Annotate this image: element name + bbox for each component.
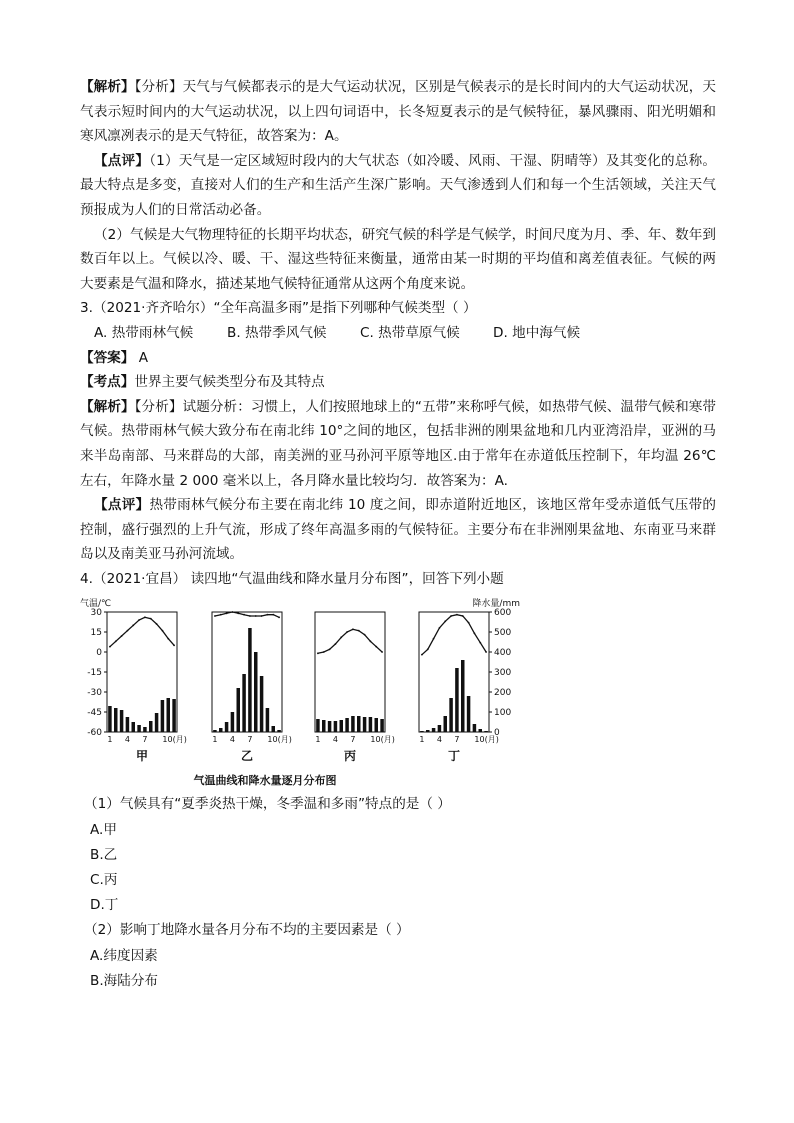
temperature-point (433, 638, 435, 640)
precipitation-bar (143, 727, 147, 732)
temperature-line (318, 630, 382, 654)
comment-tag: 【点评】 (94, 497, 150, 514)
month-tick-label: 1 (212, 735, 218, 745)
temperature-point (156, 624, 158, 626)
month-tick-label: 4 (332, 735, 338, 745)
temperature-point (121, 636, 123, 638)
q2-comment-2: （2）气候是大气物理特征的长期平均状态，研究气候的科学是气候学，时间尺度为月、季、年、数年到数百年以上。气候以冷、暖、干、湿这些特征来衡量，通常由某一时期的平均值和离差值表征。气候的两大要素是气温和降水，描述某地气候特征通常从这两个角度来说。 (80, 226, 716, 292)
q4-sub2: （2）影响丁地降水量各月分布不均的主要因素是（ ） (84, 922, 410, 939)
temperature-point (132, 625, 134, 627)
temperature-point (243, 614, 245, 616)
precipitation-bar (484, 731, 488, 732)
precipitation-bar (237, 688, 241, 732)
chart-title: 气温曲线和降水量逐月分布图 (193, 774, 337, 788)
temperature-point (421, 654, 423, 656)
q3-options (80, 321, 716, 346)
month-tick-label: 10(月) (370, 735, 395, 745)
precipitation-bar (449, 698, 453, 732)
panel-frame (419, 612, 489, 732)
precipitation-bar (322, 720, 326, 732)
month-tick-label: 4 (229, 735, 235, 745)
precipitation-bar (369, 717, 373, 732)
precipitation-bar (114, 708, 118, 732)
precipitation-bar (231, 712, 235, 732)
month-tick-label: 4 (436, 735, 442, 745)
precipitation-bar (345, 718, 349, 732)
month-tick-label: 10(月) (162, 735, 187, 745)
precipitation-tick-label: 100 (494, 708, 512, 719)
month-tick-label: 7 (142, 735, 148, 745)
precipitation-bar (155, 713, 159, 732)
precipitation-bar (455, 668, 459, 732)
temperature-point (267, 614, 269, 616)
precipitation-bar (467, 696, 471, 732)
precipitation-bar (351, 716, 355, 732)
comment-tag: 【点评】 (94, 152, 150, 169)
temperature-point (232, 612, 234, 614)
temperature-point (162, 630, 164, 632)
precipitation-tick-label: 600 (494, 608, 512, 619)
temperature-point (450, 616, 452, 618)
temperature-point (167, 638, 169, 640)
point-text: 世界主要气候类型分布及其特点 (134, 374, 325, 391)
precipitation-bar (420, 731, 424, 732)
precipitation-bar (254, 652, 258, 732)
precipitation-bar (161, 700, 165, 732)
temperature-point (323, 652, 325, 654)
temperature-point (462, 616, 464, 618)
temperature-point (278, 617, 280, 619)
temperature-tick-label: 30 (90, 608, 102, 619)
temperature-point (381, 652, 383, 654)
q4-sub1-option-a: A.甲 (90, 821, 117, 838)
precipitation-bar (316, 719, 320, 732)
precipitation-tick-label: 400 (494, 648, 512, 659)
analysis-tag: 【解析】 (80, 79, 135, 95)
q4-sub1: （1）气候具有“夏季炎热干燥，冬季温和多雨”特点的是（ ） (84, 796, 451, 813)
precipitation-bar (248, 628, 252, 732)
precipitation-bar (328, 721, 332, 732)
precipitation-bar (479, 729, 483, 732)
temperature-point (439, 628, 441, 630)
month-tick-label: 10(月) (267, 735, 292, 745)
temperature-point (456, 614, 458, 616)
temperature-point (335, 644, 337, 646)
climate-chart-svg (80, 597, 520, 792)
temperature-point (444, 621, 446, 623)
q3-option-d: D. 地中海气候 (493, 324, 581, 341)
precipitation-bar (120, 710, 124, 732)
temperature-point (226, 613, 228, 615)
q4-sub2-option-a: A.纬度因素 (90, 947, 158, 964)
month-tick-label: 10(月) (474, 735, 499, 745)
precipitation-bar (260, 676, 264, 732)
analysis-text: 【分析】试题分析：习惯上，人们按照地球上的“五带”来称呼气候，如热带气候、温带气候和寒带气候。热带雨林气候大致分布在南北纬 10°之间的地区，包括非洲的刚果盆地和几内亚湾沿岸，亚洲的马来半岛南部、马来群岛的大部，南美洲的亚马孙河平原等地区.由于常年在赤道低压控制下，年均温 26℃左右，年降水量 2 000 毫米以上，各月降水量比较均匀．故答案为：A. (80, 398, 716, 489)
temperature-point (261, 616, 263, 618)
temperature-line (422, 615, 486, 655)
point-tag: 【考点】 (80, 374, 135, 391)
temperature-point (317, 653, 319, 655)
precipitation-bar (340, 720, 344, 732)
temperature-point (115, 641, 117, 643)
temperature-point (144, 617, 146, 619)
precipitation-bar (375, 718, 379, 732)
q2-analysis (80, 75, 716, 149)
panel-frame (212, 612, 282, 732)
analysis-tag: 【解析】 (80, 398, 135, 415)
precipitation-bar (473, 724, 477, 732)
precipitation-bar (219, 728, 223, 732)
precipitation-bar (357, 716, 361, 732)
precipitation-bar (225, 722, 229, 732)
panel-name: 甲 (135, 749, 149, 764)
precipitation-bar (126, 717, 130, 732)
month-tick-label: 1 (419, 735, 425, 745)
temperature-tick-label: -45 (87, 708, 102, 719)
temperature-point (150, 618, 152, 620)
q3-option-b: B. 热带季风气候 (227, 324, 327, 341)
climate-chart (80, 597, 520, 792)
precipitation-tick-label: 300 (494, 668, 512, 679)
temperature-line (215, 612, 279, 617)
panel-name: 丙 (343, 749, 357, 764)
temperature-point (375, 646, 377, 648)
month-tick-label: 1 (107, 735, 113, 745)
temperature-point (255, 616, 257, 618)
precipitation-bar (380, 719, 384, 732)
precipitation-tick-label: 500 (494, 628, 512, 639)
temperature-point (352, 629, 354, 631)
q3-comment (80, 493, 716, 567)
month-tick-label: 7 (454, 735, 460, 745)
precipitation-bar (132, 722, 136, 732)
temperature-point (329, 649, 331, 651)
temperature-tick-label: 15 (90, 628, 102, 639)
precipitation-bar (438, 725, 442, 732)
q3-option-a: A. 热带雨林气候 (94, 324, 194, 341)
q3-analysis (80, 395, 716, 493)
q4-sub2-option-b: B.海陆分布 (90, 972, 159, 989)
q2-comment-1 (80, 149, 716, 223)
temperature-point (479, 642, 481, 644)
temperature-line (110, 618, 174, 647)
precipitation-bar (167, 698, 171, 732)
temperature-point (358, 630, 360, 632)
comment-text: （1）天气是一定区域短时段内的大气状态（如冷暖、风雨、干湿、阴晴等）及其变化的总称。最大特点是多变，直接对人们的生产和生活产生深广影响。天气渗透到人们和每一个生活领域，关注天气预报成为人们的日常活动必备。 (80, 152, 716, 218)
precipitation-bar (334, 721, 338, 732)
answer-text: A (134, 349, 148, 366)
precipitation-axis-label: 降水量/mm (472, 599, 520, 610)
q4-sub1-option-d: D.丁 (90, 897, 119, 914)
month-tick-label: 1 (315, 735, 321, 745)
temperature-tick-label: -15 (87, 668, 102, 679)
temperature-axis-label: 气温/℃ (80, 599, 112, 610)
month-tick-label: 4 (124, 735, 130, 745)
precipitation-bar (432, 728, 436, 732)
q4-sub1-option-b: B.乙 (90, 846, 118, 863)
precipitation-bar (363, 717, 367, 732)
temperature-point (346, 632, 348, 634)
temperature-point (249, 616, 251, 618)
precipitation-bar (242, 674, 246, 732)
month-tick-label: 7 (247, 735, 253, 745)
temperature-tick-label: 0 (96, 648, 102, 659)
document-content (80, 75, 716, 994)
precipitation-bar (149, 721, 153, 732)
precipitation-bar (277, 730, 281, 732)
temperature-point (214, 616, 216, 618)
q3-point (80, 370, 716, 395)
panel-name: 乙 (240, 749, 254, 764)
answer-tag: 【答案】 (80, 349, 135, 366)
precipitation-bar (426, 730, 430, 732)
temperature-point (173, 645, 175, 647)
temperature-point (109, 646, 111, 648)
temperature-tick-label: -30 (87, 688, 102, 699)
temperature-point (272, 614, 274, 616)
temperature-point (474, 633, 476, 635)
temperature-point (485, 652, 487, 654)
temperature-point (237, 613, 239, 615)
temperature-point (427, 649, 429, 651)
temperature-point (127, 630, 129, 632)
precipitation-bar (461, 660, 465, 732)
precipitation-bar (444, 716, 448, 732)
panel-name: 丁 (447, 749, 461, 764)
comment-text: 热带雨林气候分布主要在南北纬 10 度之间，即赤道附近地区，该地区常年受赤道低气压带的控制，盛行强烈的上升气流，形成了终年高温多雨的气候特征。主要分布在非洲刚果盆地、东南亚马来群岛以及南美亚马孙河流域。 (80, 497, 717, 563)
q3-answer (80, 346, 716, 371)
month-tick-label: 7 (350, 735, 356, 745)
analysis-text: 【分析】天气与气候都表示的是大气运动状况，区别是气候表示的是长时间内的大气运动状况，天气表示短时间内的大气运动状况，以上四句词语中，长冬短夏表示的是气候特征，暴风骤雨、阳光明媚和寒风凛冽表示的是天气特征，故答案为：A。 (80, 79, 716, 145)
temperature-point (340, 637, 342, 639)
temperature-point (468, 622, 470, 624)
q3-option-c: C. 热带草原气候 (360, 324, 460, 341)
temperature-point (138, 620, 140, 622)
temperature-point (220, 614, 222, 616)
precipitation-bar (272, 726, 276, 732)
precipitation-tick-label: 0 (494, 728, 500, 739)
q4-sub1-option-c: C.丙 (90, 872, 118, 889)
q3-stem: 3.（2021·齐齐哈尔）“全年高温多雨”是指下列哪种气候类型（ ） (80, 300, 477, 317)
temperature-tick-label: -60 (87, 728, 102, 739)
q4-stem: 4.（2021·宜昌） 读四地“气温曲线和降水量月分布图”，回答下列小题 (80, 570, 504, 587)
precipitation-bar (108, 706, 112, 732)
temperature-point (370, 641, 372, 643)
precipitation-bar (266, 708, 270, 732)
precipitation-bar (137, 725, 141, 732)
precipitation-tick-label: 200 (494, 688, 512, 699)
precipitation-bar (213, 730, 217, 732)
precipitation-bar (172, 699, 176, 732)
temperature-point (364, 634, 366, 636)
